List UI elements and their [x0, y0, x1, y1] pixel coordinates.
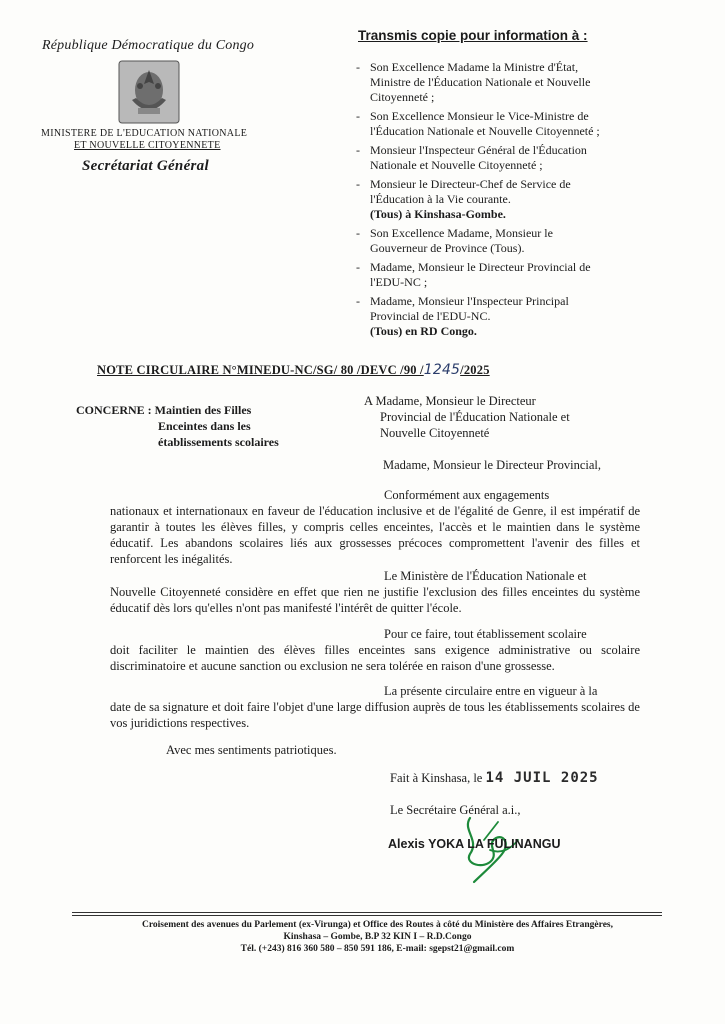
body-paragraph-3	[110, 626, 640, 674]
body-paragraph-1	[110, 487, 640, 567]
recipient-line: - Madame, Monsieur l'Inspecteur Principal	[370, 294, 569, 308]
recipient-item	[356, 226, 656, 256]
ministry-name-line2	[74, 140, 221, 151]
subject-label: CONCERNE :	[76, 403, 152, 417]
note-suffix: /2025	[460, 363, 490, 377]
recipient-tail	[370, 207, 656, 222]
addressee-block	[364, 393, 664, 441]
paragraph-first-line: Conformément aux engagements	[384, 488, 550, 502]
footer-address	[95, 919, 660, 955]
recipient-tail-text: (Tous) en RD Congo.	[370, 324, 477, 338]
footer-line: Kinshasa – Gombe, B.P 32 KIN I – R.D.Congo	[283, 932, 472, 942]
recipient-line: l'Éducation Nationale et Nouvelle Citoyenneté ;	[370, 124, 600, 138]
body-paragraph-2	[110, 568, 640, 616]
subject-line-text: établissements scolaires	[158, 435, 279, 449]
paragraph-first-line: La présente circulaire entre en vigueur à la	[384, 684, 598, 698]
recipient-item	[356, 177, 656, 222]
recipient-item	[356, 294, 656, 339]
footer-divider	[72, 915, 662, 916]
recipient-item	[356, 143, 656, 173]
place-text: Fait à Kinshasa, le	[390, 771, 483, 785]
recipient-line: - Monsieur l'Inspecteur Général de l'Éducation	[370, 143, 587, 157]
recipient-line: Citoyenneté ;	[370, 90, 435, 104]
recipient-line: - Son Excellence Madame la Ministre d'État,	[370, 60, 579, 74]
ministry-name-line2-text: ET NOUVELLE CITOYENNETE	[74, 140, 221, 151]
subject-line-text: Enceintes dans les	[158, 419, 251, 433]
footer-divider	[72, 912, 662, 913]
recipient-line: - Son Excellence Monsieur le Vice-Ministre de	[370, 109, 589, 123]
subject-line	[76, 418, 306, 434]
note-number-handwritten: 1245	[423, 362, 461, 378]
paragraph-first-line: Pour ce faire, tout établissement scolaire	[384, 627, 587, 641]
signer-title: Le Secrétaire Général a.i.,	[390, 803, 521, 817]
recipient-line: Provincial de l'EDU-NC.	[370, 309, 491, 323]
subject-block	[76, 402, 306, 450]
recipient-item	[356, 260, 656, 290]
recipient-line: l'EDU-NC ;	[370, 275, 428, 289]
republic-name: République Démocratique du Congo	[42, 38, 255, 53]
addressee-line: Provincial de l'Éducation Nationale et	[380, 410, 570, 424]
paragraph-text: date de sa signature et doit faire l'objet d'une large diffusion auprès de tous les établissements scolaires de vos juridictions respectives.	[110, 700, 640, 730]
body-paragraph-4	[110, 683, 640, 731]
recipient-tail	[370, 324, 656, 339]
recipient-tail-text: (Tous) à Kinshasa-Gombe.	[370, 207, 506, 221]
recipient-list	[356, 60, 656, 343]
paragraph-text: Nouvelle Citoyenneté considère en effet que rien ne justifie l'exclusion des filles enceintes du système éducatif dès lors qu'elles n'ont pas manifesté l'intérêt de quitter l'école.	[110, 585, 640, 615]
recipient-item	[356, 109, 656, 139]
paragraph-first-line: Le Ministère de l'Éducation Nationale et	[384, 569, 587, 583]
recipient-line: Nationale et Nouvelle Citoyenneté ;	[370, 158, 543, 172]
recipient-line: - Son Excellence Madame, Monsieur le	[370, 226, 553, 240]
footer-line: Tél. (+243) 816 360 580 – 850 591 186, E-mail: sgepst21@gmail.com	[240, 944, 515, 954]
closing-formula: Avec mes sentiments patriotiques.	[166, 743, 337, 757]
note-prefix: NOTE CIRCULAIRE N°MINEDU-NC/SG/ 80 /DEVC /90 /	[97, 363, 424, 377]
paragraph-text: doit faciliter le maintien des élèves filles enceintes sans exigence administrative ou scolaire discriminatoire et aucune sanction ou exclusion ne sera tolérée en raison d'une grossesse.	[110, 643, 640, 673]
recipient-line: l'Éducation à la Vie courante.	[370, 192, 511, 206]
recipient-item	[356, 60, 656, 105]
signer-name: Alexis YOKA LA FULINANGU	[388, 837, 561, 851]
date-stamp: 14 JUIL 2025	[485, 770, 599, 786]
recipient-line: - Monsieur le Directeur-Chef de Service de	[370, 177, 571, 191]
transmis-title: Transmis copie pour information à :	[358, 28, 588, 43]
subject-line	[76, 434, 306, 450]
coat-of-arms-icon	[118, 60, 180, 124]
secretariat-general: Secrétariat Général	[82, 158, 209, 174]
footer-line: Croisement des avenues du Parlement (ex-Virunga) et Office des Routes à côté du Ministère des Affaires Etrangères,	[142, 920, 613, 930]
subject-line: Maintien des Filles	[154, 403, 252, 417]
recipient-line: Gouverneur de Province (Tous).	[370, 241, 525, 255]
recipient-line: - Madame, Monsieur le Directeur Provincial de	[370, 260, 591, 274]
recipient-line: Ministre de l'Éducation Nationale et Nouvelle	[370, 75, 591, 89]
paragraph-text: nationaux et internationaux en faveur de l'éducation inclusive et de l'égalité de Genre, il est impératif de garantir à toutes les élèves filles, y compris celles enceintes, l'accès et le maintien dans le système éducatif. Les abandons scolaires liés aux grossesses précoces compromettent l'avenir des filles et renforcent les inégalités.	[110, 504, 640, 566]
salutation: Madame, Monsieur le Directeur Provincial,	[383, 458, 601, 472]
ministry-name-line1: MINISTERE DE L'EDUCATION NATIONALE	[41, 128, 248, 139]
addressee-line: Nouvelle Citoyenneté	[380, 426, 490, 440]
addressee-line: A Madame, Monsieur le Directeur	[364, 394, 536, 408]
place-date	[390, 770, 599, 786]
note-reference	[97, 362, 490, 378]
